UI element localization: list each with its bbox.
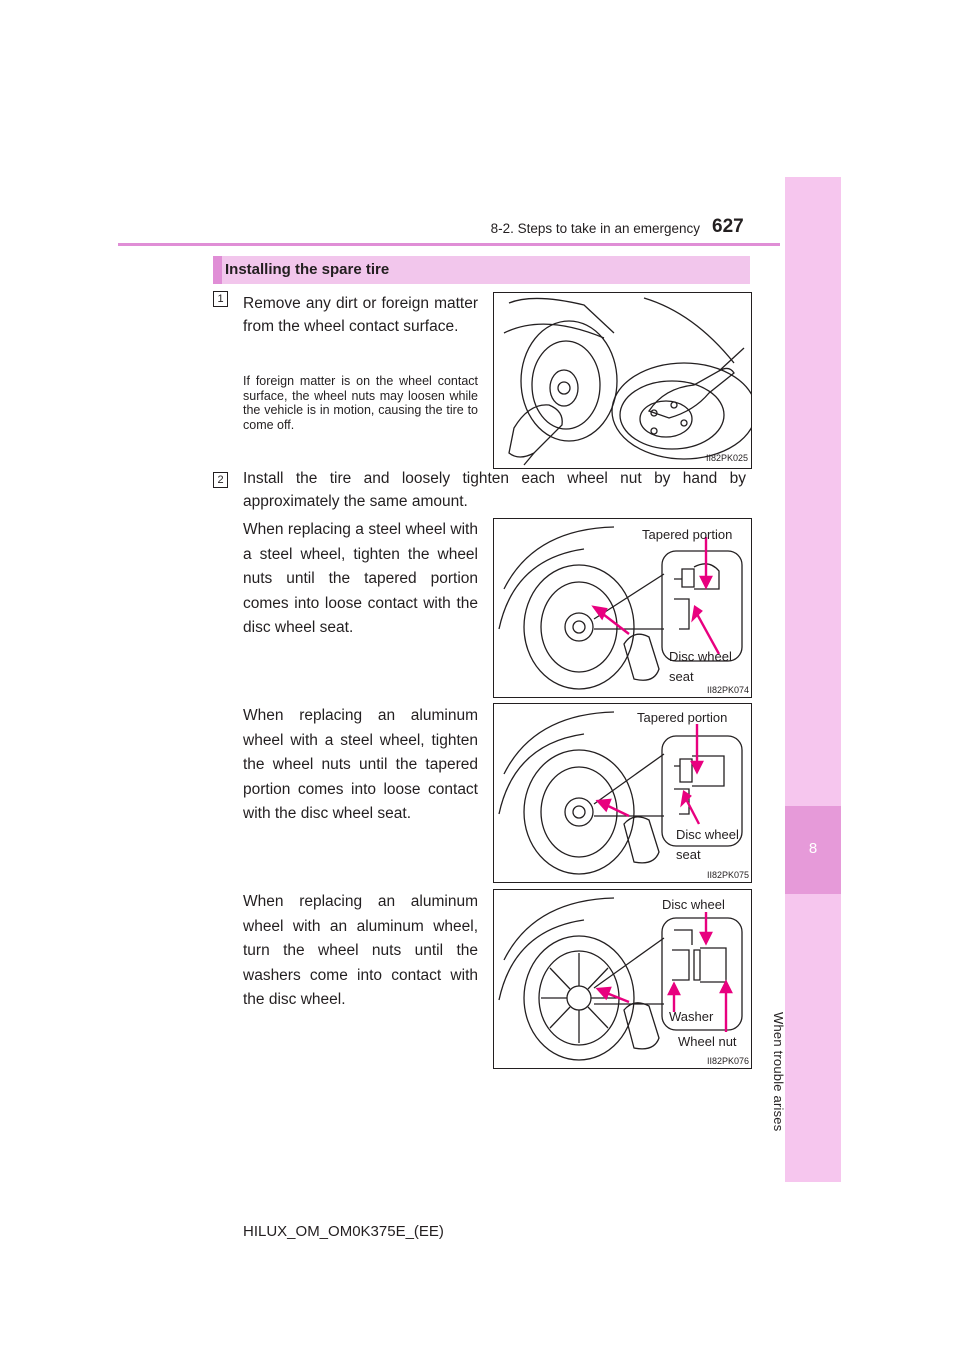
figure-code: II82PK076 <box>707 1056 750 1066</box>
label-tapered-portion: Tapered portion <box>637 710 728 725</box>
label-disc-wheel: Disc wheel <box>676 827 739 842</box>
label-tapered-portion: Tapered portion <box>642 527 733 542</box>
section-title: 8-2. Steps to take in an emergency <box>490 221 700 236</box>
figure-clean-contact-surface <box>493 292 752 469</box>
label-disc-wheel: Disc wheel <box>662 897 725 912</box>
figure-code: II82PK075 <box>707 870 750 880</box>
figure-aluminum-steel <box>493 703 752 883</box>
footer-document-code: HILUX_OM_OM0K375E_(EE) <box>243 1223 444 1240</box>
heading-title: Installing the spare tire <box>225 261 390 278</box>
figure-aluminum-aluminum <box>493 889 752 1069</box>
step-2-text: Install the tire and loosely tighten each wheel nut by hand by approximately the same amount. <box>243 470 746 510</box>
page-number: 627 <box>712 216 744 237</box>
chapter-title: When trouble arises <box>771 1012 786 1132</box>
figure-steel-steel <box>493 518 752 698</box>
figure-code: II82PK025 <box>706 453 749 463</box>
label-washer: Washer <box>669 1009 714 1024</box>
figure-code: II82PK074 <box>707 685 750 695</box>
step-1-note: If foreign matter is on the wheel contact surface, the wheel nuts may loosen while the vehicle is in motion, causing the tire to come off. <box>243 374 478 432</box>
side-chapter-tab <box>785 177 841 1182</box>
label-seat: seat <box>669 669 694 684</box>
case-1-text: When replacing a steel wheel with a steel wheel, tighten the wheel nuts until the tapered portion comes into loose contact with the disc wheel seat. <box>243 521 478 636</box>
label-seat: seat <box>676 847 701 862</box>
header-rule <box>118 243 780 246</box>
case-2-text: When replacing an aluminum wheel with a steel wheel, tighten the wheel nuts until the tapered portion comes into loose contact with the disc wheel seat. <box>243 707 478 822</box>
case-3-text: When replacing an aluminum wheel with an aluminum wheel, turn the wheel nuts until the washers come into contact with the disc wheel. <box>243 893 478 1008</box>
label-wheel-nut: Wheel nut <box>678 1034 737 1049</box>
step-badge-1: 1 <box>213 291 228 307</box>
label-disc-wheel: Disc wheel <box>669 649 732 664</box>
step-1-text: Remove any dirt or foreign matter from the wheel contact surface. <box>243 295 478 335</box>
chapter-number: 8 <box>808 840 818 857</box>
step-badge-2: 2 <box>213 472 228 488</box>
